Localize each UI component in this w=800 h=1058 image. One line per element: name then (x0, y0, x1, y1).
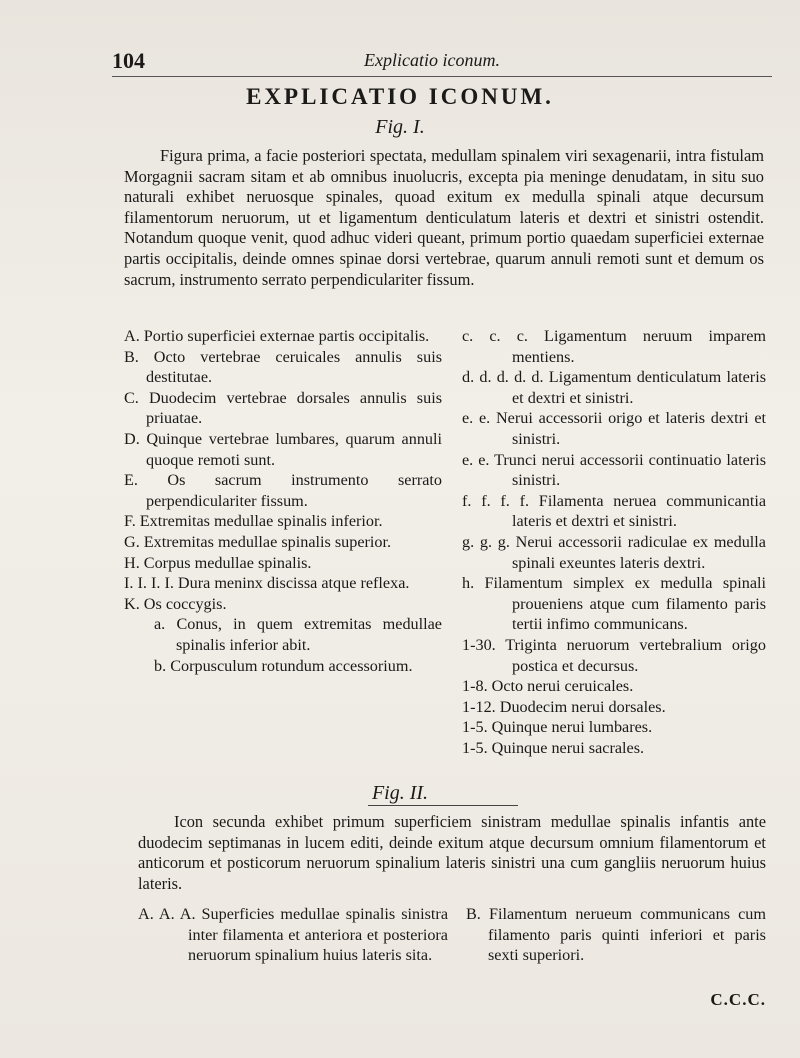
fig1-heading: Fig. I. (375, 116, 425, 138)
legend-item: 1-5. Quinque nerui sacrales. (462, 738, 645, 757)
fig2-legend-right (466, 904, 766, 966)
legend-item: 1-30. Triginta neruorum vertebralium origo postica et decursus. (462, 635, 766, 675)
legend-item: e. e. Nerui accessorii origo et lateris dextri et sinistri. (462, 409, 766, 448)
fig2-paragraph: Icon secunda exhibet primum superficiem sinistram medullae spinalis infantis ante duodecim septimanas in lucem editi, deinde exitum atque decursum omnium filamentorum et anticorum et posticorum neruorum spinalium lateris sinistri una cum gangliis neruorum huius lateris. (138, 812, 766, 893)
legend-item: e. e. Trunci nerui accessorii continuatio lateris sinistri. (462, 450, 766, 490)
legend-item: A. Portio superficiei externae partis occipitalis. (124, 327, 430, 345)
fig2-legend-left (138, 904, 448, 966)
legend-item: 1-8. Octo nerui ceruicales. (462, 677, 634, 696)
running-head: Explicatio iconum. (364, 50, 500, 70)
legend-item: c. c. c. Ligamentum neruum imparem mentiens. (462, 327, 766, 366)
legend-item: I. I. I. I. Dura meninx discissa atque reflexa. (124, 574, 410, 593)
legend-subitem: b. Corpusculum rotundum accessorium. (154, 656, 413, 675)
legend-subitem: a. Conus, in quem extremitas medullae spinalis inferior abit. (154, 615, 442, 654)
legend-item: B. Filamentum nerueum communicans cum filamento paris quinti inferiori et paris sexti superiori. (466, 905, 766, 965)
legend-item: g. g. g. Nerui accessorii radiculae ex medulla spinali exeuntes lateris dextri. (462, 532, 766, 572)
fig1-legend-right (462, 326, 766, 758)
legend-item: B. Octo vertebrae ceruicales annulis suis destitutae. (124, 347, 442, 387)
page-title: EXPLICATIO ICONUM. (246, 84, 554, 109)
page-number: 104 (112, 48, 145, 73)
fig1-paragraph: Figura prima, a facie posteriori spectata, medullam spinalem viri sexagenarii, intra fistulam Morgagnii sacram sitam et ab omnibus inuolucris, excepta pia meninge denudatam, in situ suo naturali exhibet neruosque spinales, quoad exitum ex medulla spinali atque decursum filamentorum neruorum, ut et ligamentum denticulatum lateris et dextri et sinistri ostendit. Notandum quoque venit, quod adhuc videri queant, primum portio quaedam superficiei externae partis occipitalis, deinde omnes spinae dorsi vertebrae, quarum annuli remoti sunt et demum os sacrum, instrumento serrato perpendiculariter fissum. (124, 146, 764, 289)
catchword: C.C.C. (710, 990, 766, 1009)
legend-item: F. Extremitas medullae spinalis inferior. (124, 512, 383, 531)
header-rule (112, 76, 772, 77)
legend-item: 1-5. Quinque nerui lumbares. (462, 718, 653, 737)
page-header (112, 48, 772, 74)
legend-item: 1-12. Duodecim nerui dorsales. (462, 697, 666, 716)
legend-item: G. Extremitas medullae spinalis superior. (124, 532, 392, 551)
legend-item: D. Quinque vertebrae lumbares, quarum annuli quoque remoti sunt. (124, 429, 442, 469)
fig2-rule (368, 805, 518, 806)
fig2-heading: Fig. II. (371, 782, 429, 804)
legend-item: h. Filamentum simplex ex medulla spinali proueniens atque cum filamento paris tertii infimo communicans. (462, 574, 766, 634)
legend-item: E. Os sacrum instrumento serrato perpendiculariter fissum. (124, 471, 442, 510)
legend-item: A. A. A. Superficies medullae spinalis sinistra inter filamenta et anteriora et posteriora neruorum spinalium huius lateris sita. (138, 905, 448, 965)
legend-item: f. f. f. f. Filamenta neruea communicantia lateris et dextri et sinistri. (462, 491, 766, 531)
legend-item: C. Duodecim vertebrae dorsales annulis suis priuatae. (124, 388, 442, 428)
legend-item: K. Os coccygis. (124, 594, 227, 613)
fig1-legend-left (124, 326, 442, 676)
legend-item: H. Corpus medullae spinalis. (124, 553, 312, 572)
legend-item: d. d. d. d. d. Ligamentum denticulatum lateris et dextri et sinistri. (462, 368, 766, 407)
